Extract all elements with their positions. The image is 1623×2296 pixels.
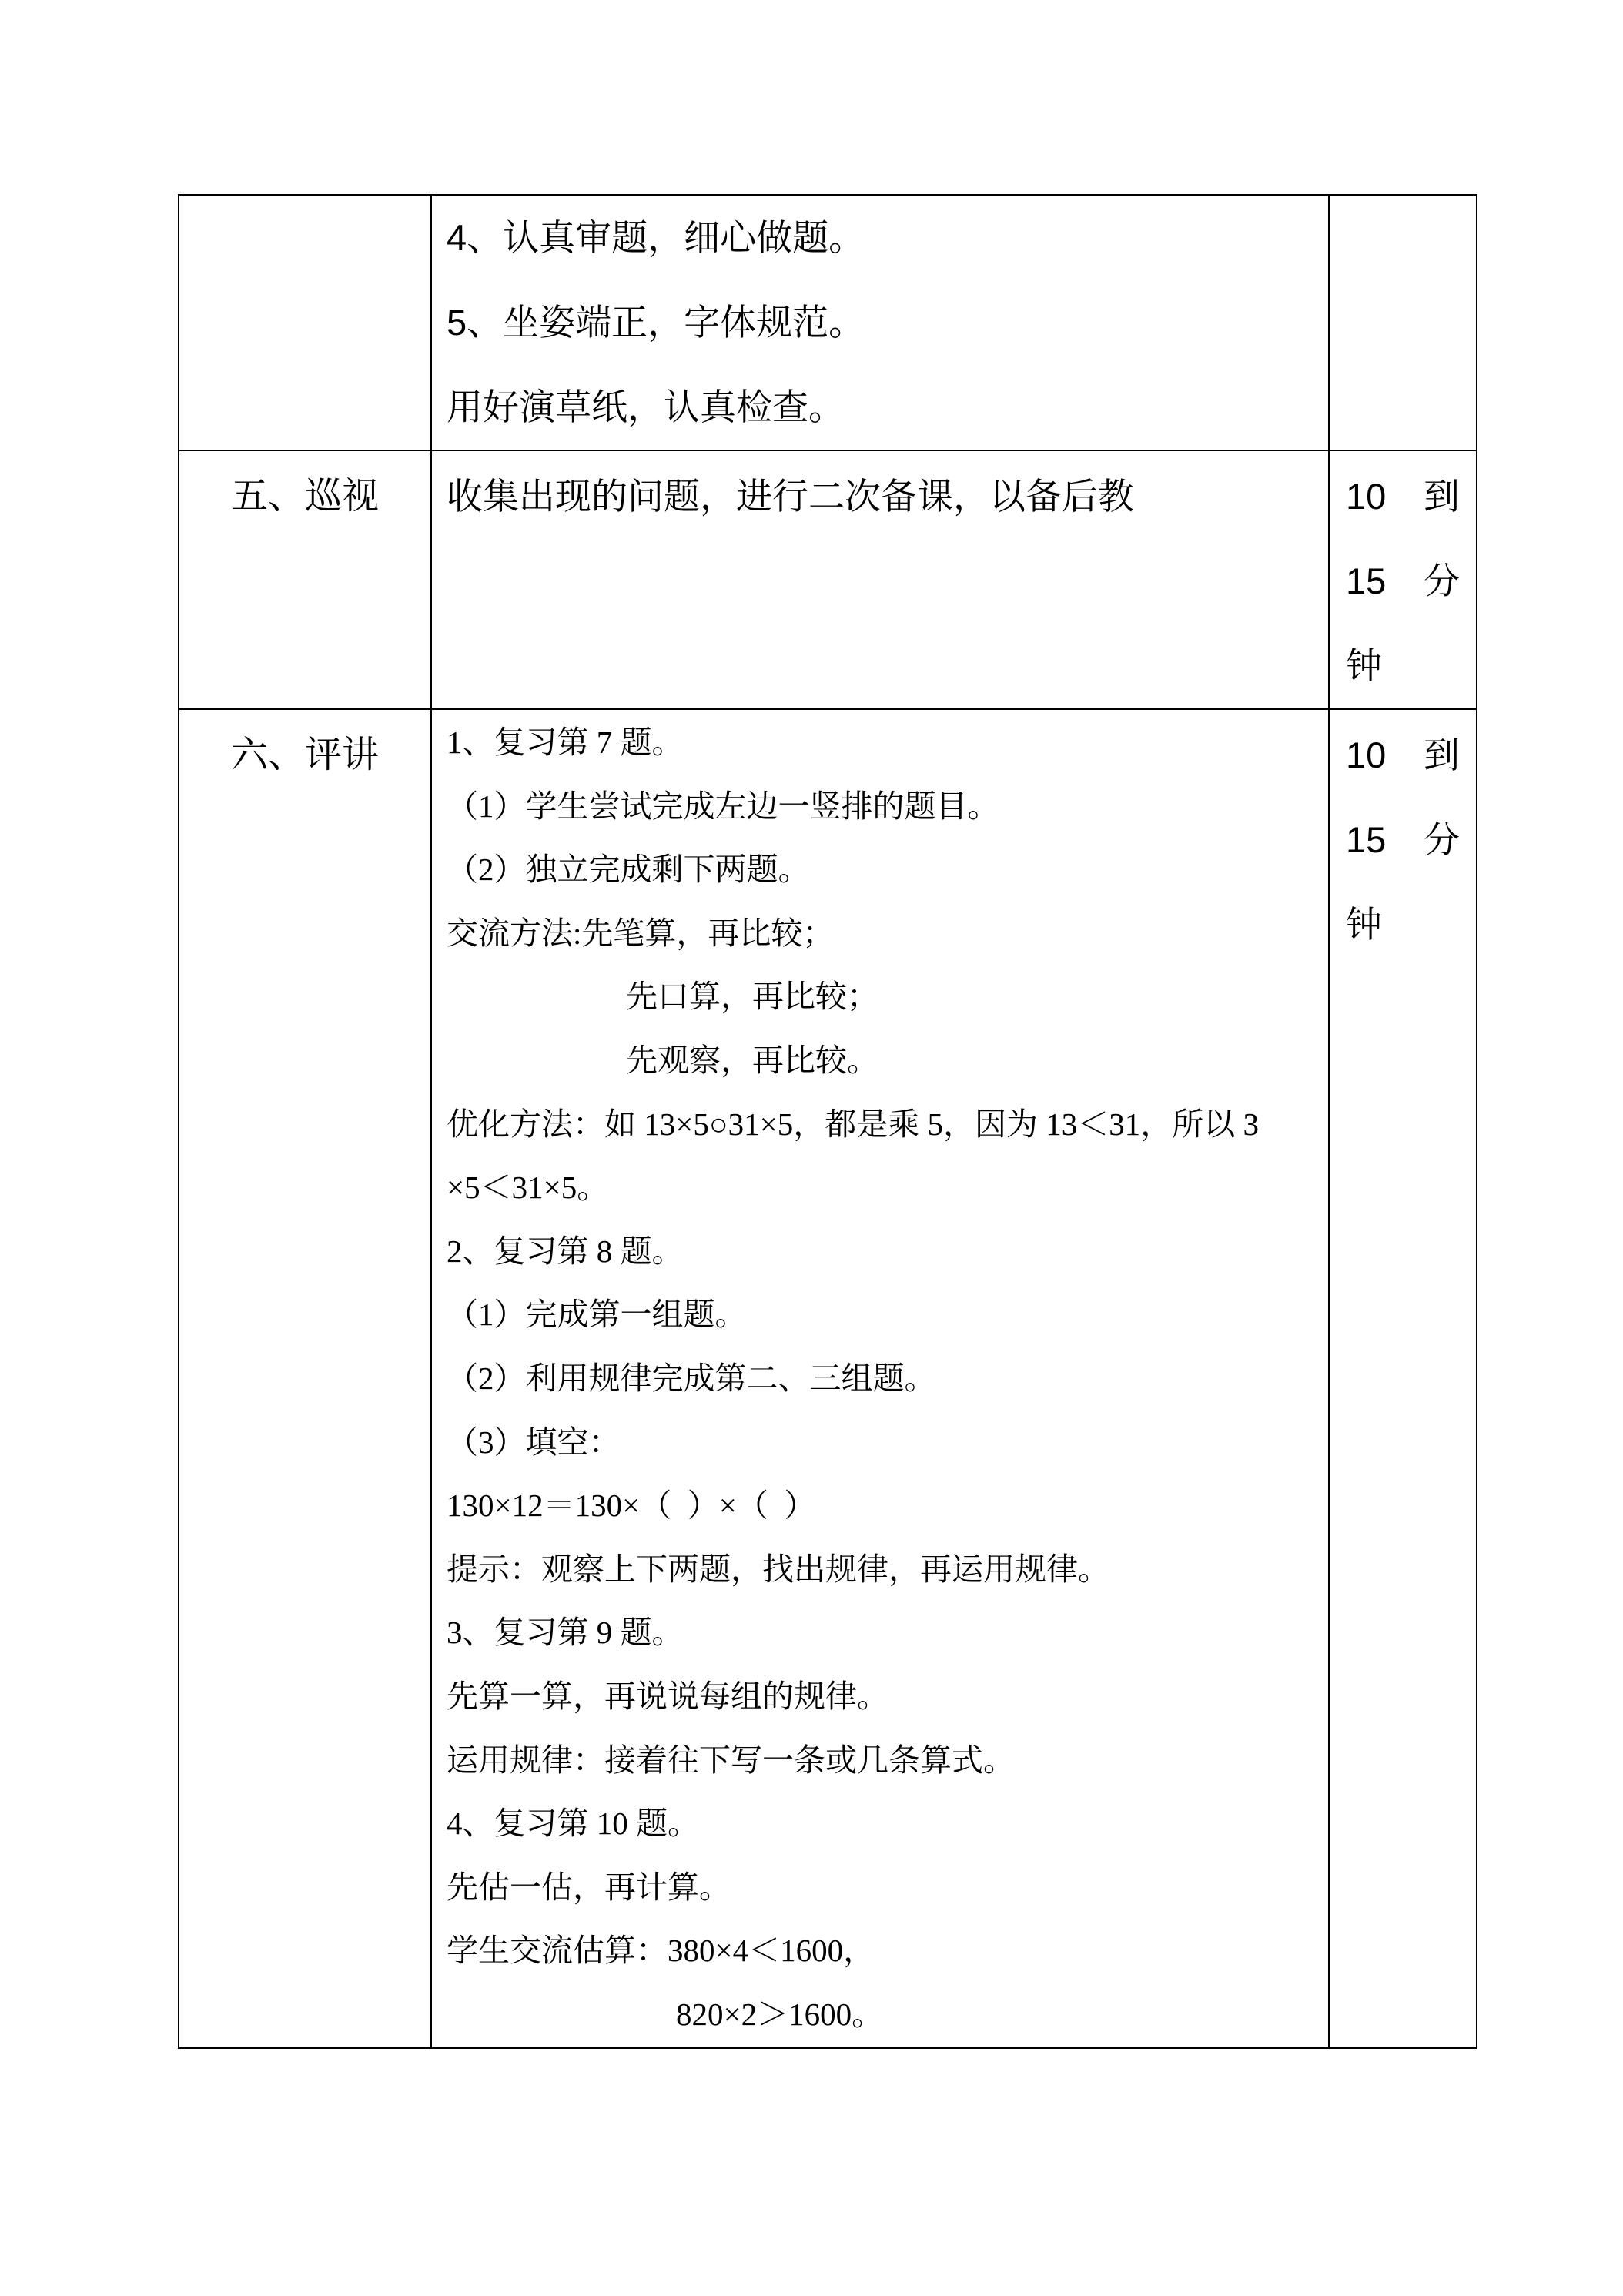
row-1-time-cell [1329, 195, 1477, 450]
time-text: 15 [1346, 561, 1387, 601]
content-line: 收集出现的问题，进行二次备课，以备后教 [447, 476, 1134, 517]
row-2-content-cell [431, 450, 1329, 709]
time-line [1346, 539, 1460, 624]
time-line [1346, 882, 1460, 967]
content-line: （3）填空： [447, 1424, 621, 1460]
time-text: 10 [1346, 476, 1387, 517]
content-line: 提示：观察上下两题，找出规律，再运用规律。 [447, 1551, 1109, 1587]
lesson-plan-table [178, 194, 1477, 2049]
content-line: （1）学生尝试完成左边一竖排的题目。 [447, 788, 999, 824]
row-2-content [432, 451, 1328, 539]
stage-label: 五、巡视 [230, 476, 379, 517]
content-line: 运用规律：接着往下写一条或几条算式。 [447, 1742, 1015, 1778]
row-1-content [432, 196, 1328, 450]
time-line [1346, 454, 1460, 539]
time-line [1346, 713, 1460, 798]
row-2-time-cell [1329, 450, 1477, 709]
content-line: 先观察，再比较。 [626, 1042, 878, 1078]
content-line: （2）利用规律完成第二、三组题。 [447, 1360, 936, 1396]
row-3-content [432, 710, 1328, 2046]
content-line: 先估一估，再计算。 [447, 1869, 731, 1905]
time-text: 15 [1346, 819, 1387, 860]
row-3-time-cell [1329, 709, 1477, 2048]
time-duration [1330, 710, 1476, 967]
time-text: 钟 [1346, 645, 1382, 686]
time-text: 钟 [1346, 904, 1382, 945]
content-line: （2）独立完成剩下两题。 [447, 852, 810, 888]
content-line: ×5＜31×5。 [447, 1170, 609, 1206]
content-line: 5、坐姿端正，字体规范。 [447, 302, 865, 343]
content-line: 1、复习第 7 题。 [447, 725, 684, 760]
content-line: 3、复习第 9 题。 [447, 1615, 684, 1651]
content-line: 先算一算，再说说每组的规律。 [447, 1678, 888, 1714]
time-line [1346, 798, 1460, 882]
table-row [179, 709, 1477, 2048]
content-line: 优化方法：如 13×5○31×5，都是乘 5，因为 13＜31，所以 3 [447, 1106, 1260, 1142]
content-line: （1）完成第一组题。 [447, 1297, 747, 1333]
content-line: 用好演草纸，认真检查。 [447, 387, 845, 427]
content-line: 4、复习第 10 题。 [447, 1806, 699, 1842]
time-text: 到 [1424, 476, 1460, 517]
row-3-stage-cell [179, 709, 431, 2048]
table-row [179, 195, 1477, 450]
time-text: 到 [1424, 735, 1460, 775]
content-line: 2、复习第 8 题。 [447, 1233, 684, 1269]
stage-label: 六、评讲 [230, 735, 379, 775]
time-text: 分 [1424, 819, 1460, 860]
content-line: 820×2＞1600。 [676, 1996, 884, 2032]
row-1-stage-cell [179, 195, 431, 450]
time-duration [1330, 451, 1476, 708]
time-line [1346, 624, 1460, 708]
content-line: 先口算，再比较； [626, 979, 878, 1015]
time-text: 10 [1346, 735, 1387, 775]
content-line: 4、认真审题，细心做题。 [447, 217, 865, 258]
table-row [179, 450, 1477, 709]
row-3-content-cell [431, 709, 1329, 2048]
time-text: 分 [1424, 561, 1460, 601]
content-line: 学生交流估算：380×4＜1600， [447, 1933, 875, 1969]
content-line: 交流方法:先笔算，再比较； [447, 915, 835, 951]
row-2-stage-cell [179, 450, 431, 709]
row-1-content-cell [431, 195, 1329, 450]
content-line: 130×12＝130×（ ）×（ ） [447, 1488, 816, 1524]
